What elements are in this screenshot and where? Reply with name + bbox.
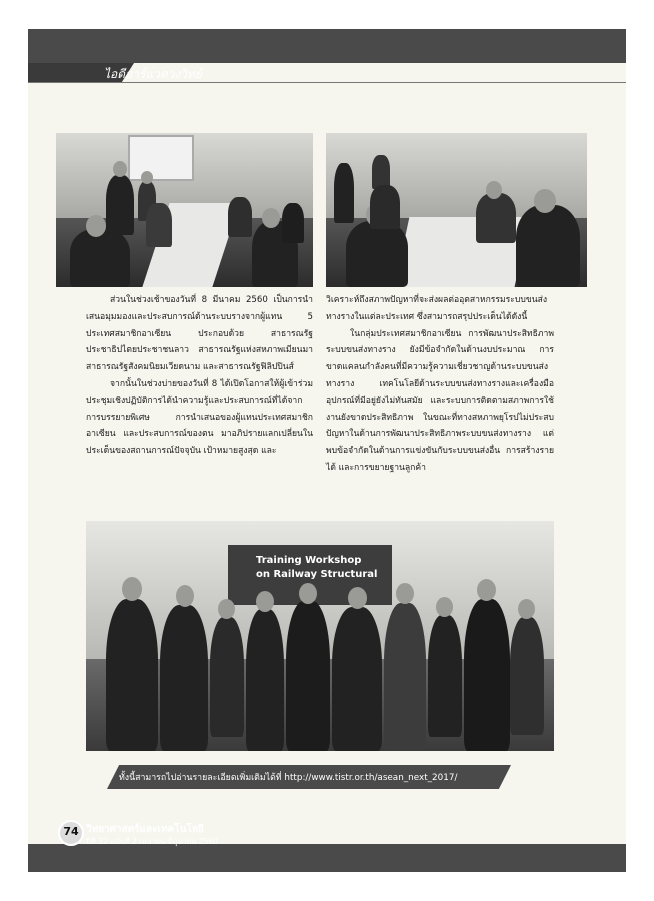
right-paragraph-1: วิเคราะห์ถึงสภาพปัญหาที่จะส่งผลต่ออุตสาหกรรมระบบขนส่งทางรางในแต่ละประเทศ ซึ่งสามารถสรุปประเด็นได้ดังนี้ — [326, 295, 548, 322]
top-band — [28, 29, 626, 63]
meeting-room-photo — [56, 133, 313, 287]
right-paragraph-2: ในกลุ่มประเทศสมาชิกอาเซียน การพัฒนาประสิทธิภาพระบบขนส่งทางราง ยังมีข้อจำกัดในด้านงบประมาณ การขาดแคลนกำลังคนที่มีความรู้ความเชี่ยวชาญด้านระบบขนส่งทางราง เทคโนโลยีด้านระบบขนส่งทางรางและเครื่องมืออุปกรณ์ที่มีอยู่ยังไม่ทันสมัย และระบบการติดตามสภาพการใช้งานยังขาดประสิทธิภาพ ในขณะที่ทางสหภาพยุโรปไม่ประสบปัญหาในด้านการพัฒนาประสิทธิภาพระบบขนส่งทางราง แต่พบข้อจำกัดในด้านการแข่งขันกับระบบขนส่งอื่น การสร้างรายได้ และการขยายฐานลูกค้า — [326, 328, 554, 473]
meeting-discussion-photo — [326, 133, 587, 287]
left-paragraph-1: ส่วนในช่วงเช้าของวันที่ 8 มีนาคม 2560 เป็นการนำเสนอมุมมองและประสบการณ์ด้านระบบรางจากผู้แทน 5 ประเทศสมาชิกอาเซียน ประกอบด้วย สาธารณรัฐประชาธิปไตยประชาชนลาว สาธารณรัฐแห่งสหภาพเมียนมา สาธารณรัฐสังคมนิยมเวียดนาม และสาธารณรัฐฟิลิปปินส์ — [86, 295, 313, 373]
projector-screen — [128, 135, 194, 181]
magazine-title: วิทยาศาสตร์และเทคโนโลยี — [86, 824, 204, 835]
left-paragraph-2: จากนั้นในช่วงบ่ายของวันที่ 8 ได้เปิดโอกาสให้ผู้เข้าร่วมประชุมเชิงปฏิบัติการได้นำความรู้และประสบการณ์ที่ได้จากการบรรยายพิเศษ การนำเสนอของผู้แทนประเทศสมาชิกอาเซียน และประสบการณ์ของตน มาอภิปรายแลกเปลี่ยนในประเด็นของสถานการณ์ปัจจุบัน เป้าหมายสูงสุด และ — [86, 378, 313, 457]
magazine-issue: ปีที่ 32 ฉบับที่ 2 เมษายน-มิถุนายน 2560 — [86, 837, 218, 846]
footer-link-text[interactable]: ทั้งนี้สามารถไปอ่านรายละเอียดเพิ่มเติมได้ที่ http://www.tistr.or.th/asean_next_2017/ — [119, 773, 458, 783]
left-text-column — [86, 292, 313, 460]
group-photo — [86, 521, 554, 751]
bottom-band — [28, 844, 626, 872]
section-title: ไอดีอาร์แวดวงวิทย์ — [104, 67, 202, 81]
page-number: 74 — [63, 825, 79, 838]
banner-line-2: on Railway Structural — [256, 569, 378, 580]
right-text-column — [326, 292, 554, 477]
banner-line-1: Training Workshop — [256, 555, 362, 566]
